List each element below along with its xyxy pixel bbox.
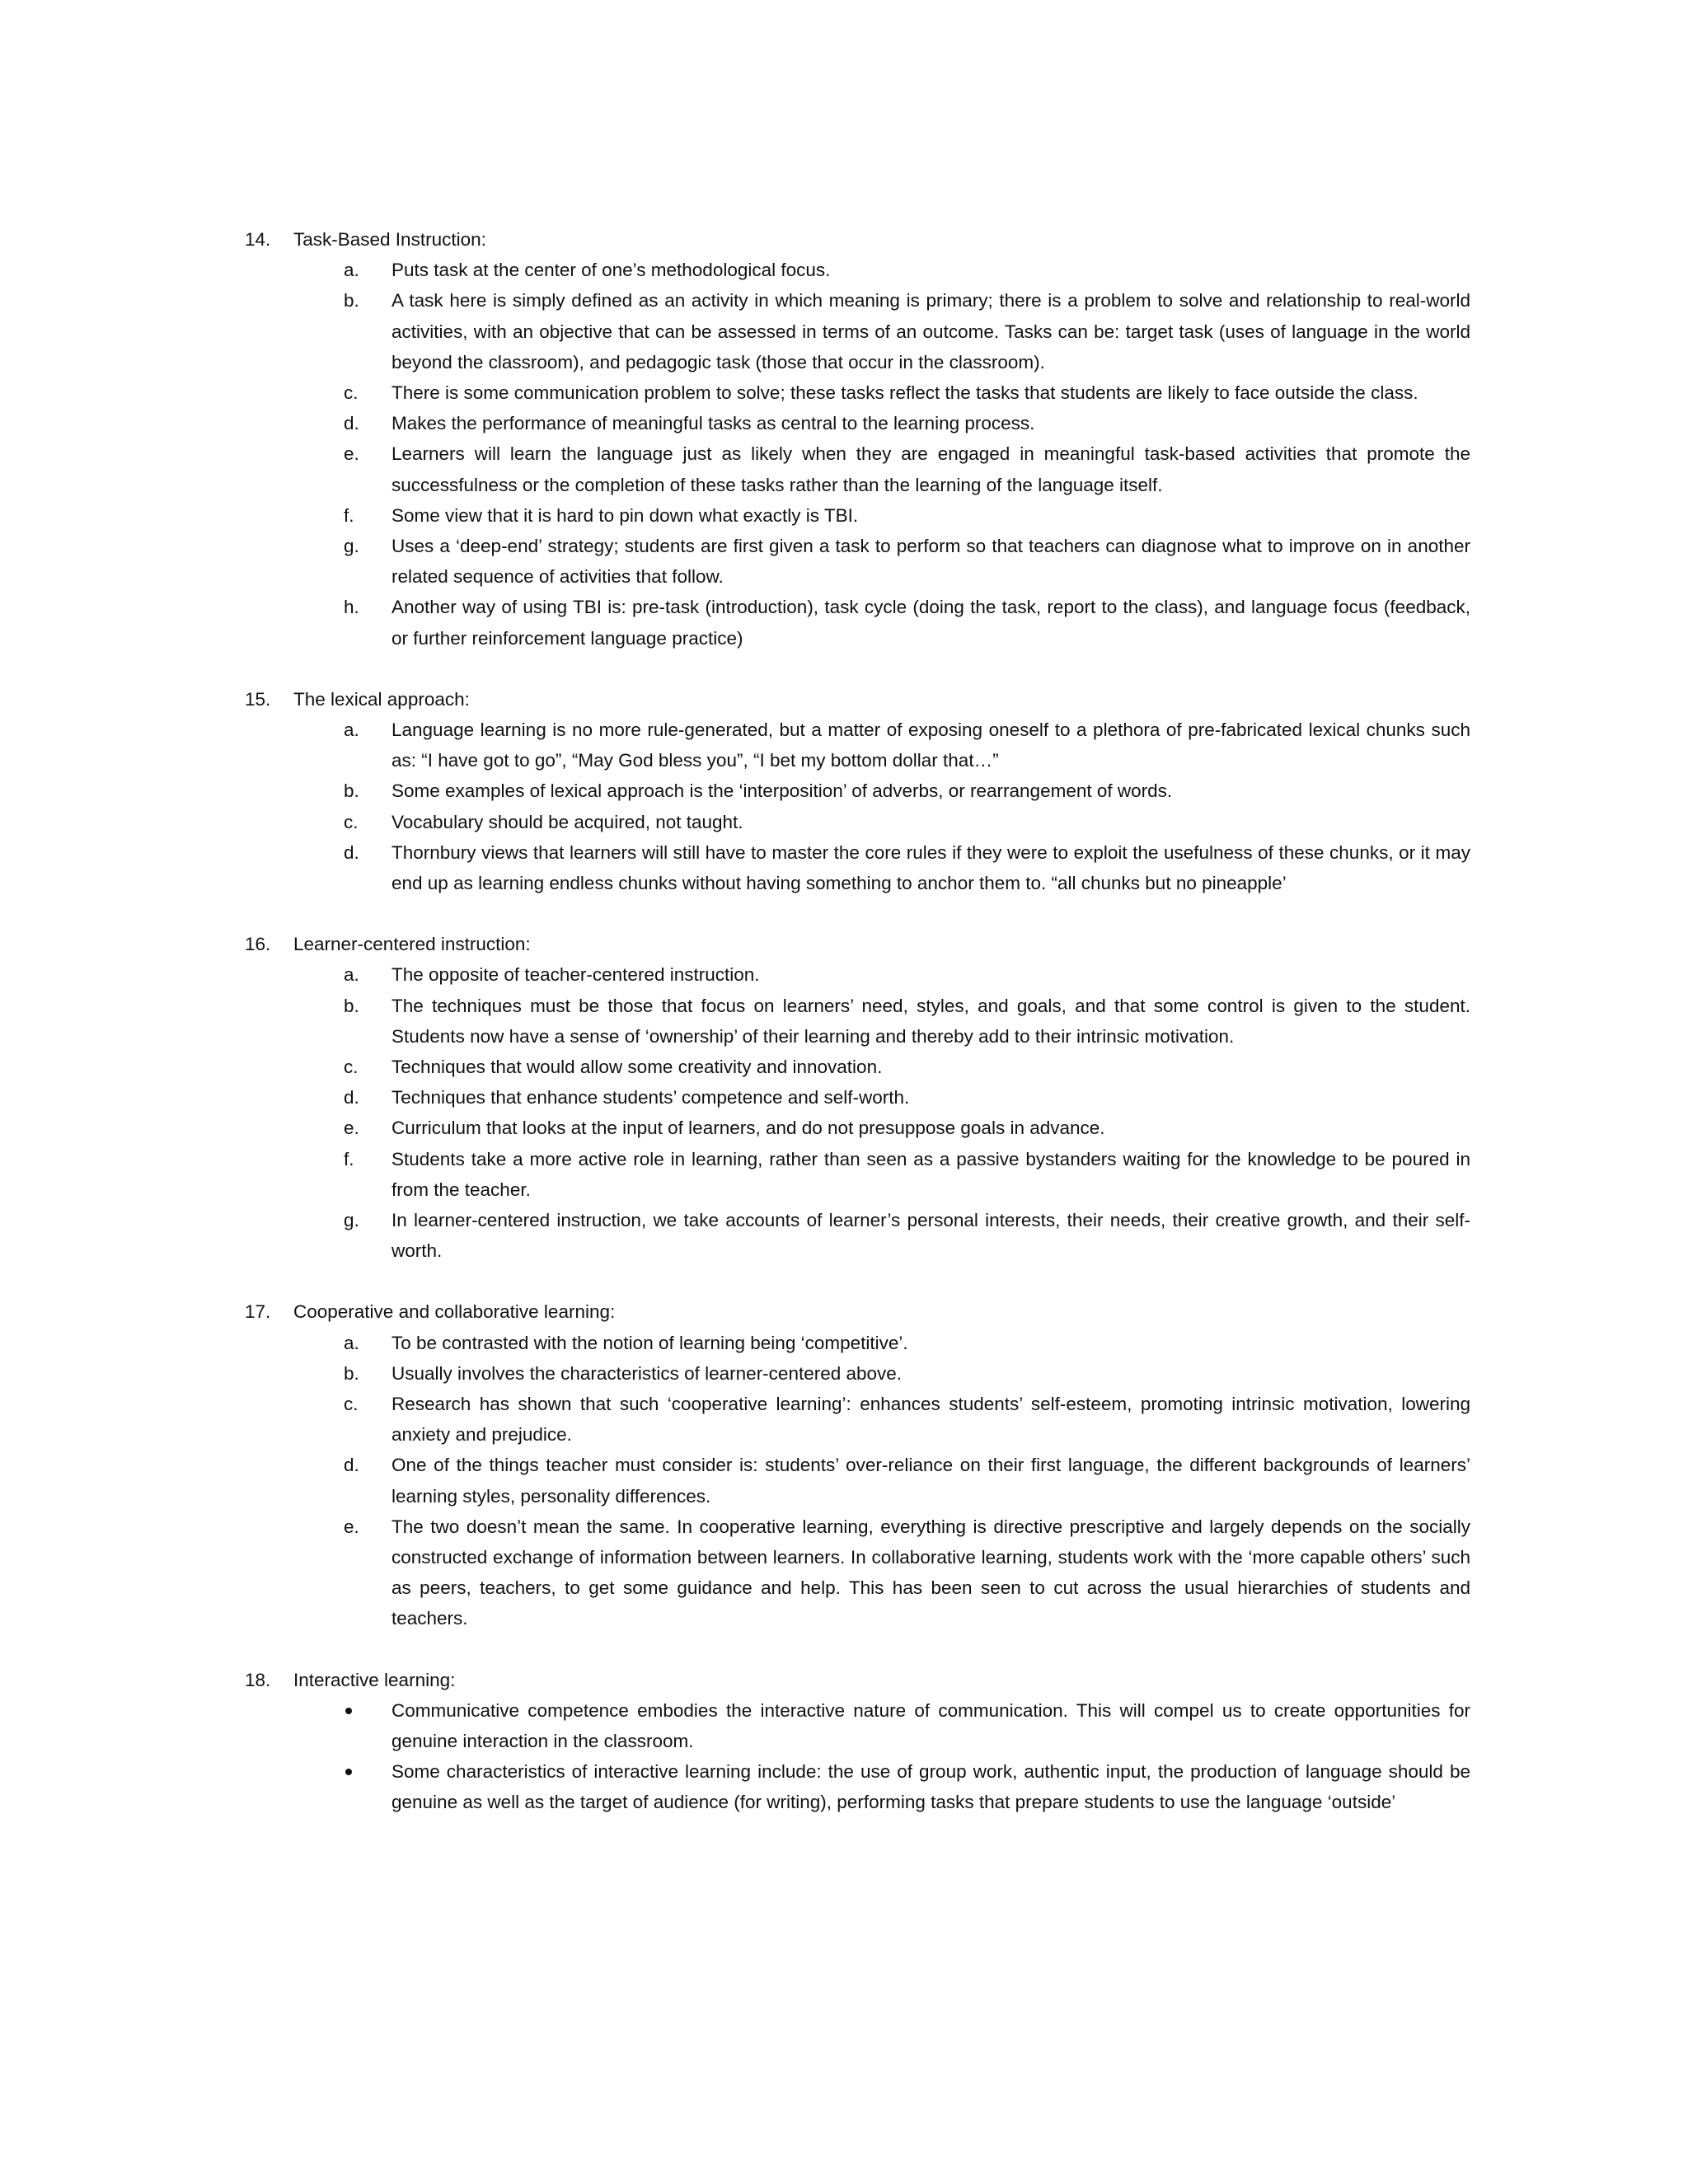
section-title: Learner-centered instruction: [293,934,531,955]
section-heading [245,684,1470,715]
item-marker: f. [344,1148,354,1169]
item-text: Usually involves the characteristics of learner-centered above. [392,1362,903,1384]
item-text: Techniques that enhance students’ competence and self-worth. [392,1087,910,1108]
list-item [245,1389,1470,1450]
item-marker: d. [344,841,359,863]
item-marker: e. [344,1118,359,1139]
list-item [245,1450,1470,1511]
list-item [245,1144,1470,1205]
item-text: Students take a more active role in learning, rather than seen as a passive bystanders waiting for the knowledge to be poured in from the teacher. [392,1148,1470,1200]
list-item [245,1082,1470,1113]
section-items [245,715,1470,898]
list-item [245,1052,1470,1082]
item-text: Vocabulary should be acquired, not taught. [392,811,743,832]
item-marker: d. [344,413,359,434]
section-heading [245,1296,1470,1327]
item-text: Makes the performance of meaningful tasks as central to the learning process. [392,413,1035,434]
list-item [245,1113,1470,1143]
item-marker: a. [344,964,359,986]
section-title: Interactive learning: [293,1669,456,1690]
section-heading [245,224,1470,255]
section-title: Task-Based Instruction: [293,229,486,250]
section-number: 17. [245,1301,271,1323]
section-lexical-approach [245,684,1470,898]
item-text: Learners will learn the language just as likely when they are engaged in meaningful task-based activities that promote the successfulness or the completion of these tasks rather than the learning of the language itself. [392,443,1470,495]
item-marker: g. [344,536,359,557]
item-text: Another way of using TBI is: pre-task (introduction), task cycle (doing the task, report to the class), and language focus (feedback, or further reinforcement language practice) [392,597,1470,649]
item-marker: a. [344,719,359,741]
item-text: Language learning is no more rule-generated, but a matter of exposing oneself to a plethora of pre-fabricated lexical chunks such as: “I have got to go”, “May God bless you”, “I bet my bottom dollar that…” [392,719,1470,771]
item-marker: b. [344,780,359,802]
list-item [245,1756,1470,1817]
list-item [245,592,1470,653]
section-title: Cooperative and collaborative learning: [293,1301,616,1323]
section-number: 15. [245,688,271,710]
list-item [245,1205,1470,1266]
section-heading [245,929,1470,959]
item-marker: f. [344,504,354,526]
list-item [245,531,1470,592]
item-marker: e. [344,443,359,465]
item-text: In learner-centered instruction, we take accounts of learner’s personal interests, their needs, their creative growth, and their self-worth. [392,1210,1470,1262]
list-item [245,500,1470,531]
item-text: There is some communication problem to solve; these tasks reflect the tasks that students are likely to face outside the class. [392,382,1418,403]
item-text: The techniques must be those that focus on learners’ need, styles, and goals, and that some control is given to the student. Students now have a sense of ‘ownership’ of their learning and thereby add to their intrinsic motivation. [392,995,1470,1047]
section-number: 18. [245,1669,271,1690]
list-item [245,991,1470,1052]
item-text: Communicative competence embodies the interactive nature of communication. This will compel us to create opportunities for genuine interaction in the classroom. [392,1699,1470,1752]
section-number: 16. [245,934,271,955]
item-marker: h. [344,597,359,618]
item-text: Uses a ‘deep-end’ strategy; students are first given a task to perform so that teachers can diagnose what to improve on in another related sequence of activities that follow. [392,536,1470,588]
list-item [245,1511,1470,1634]
item-marker: d. [344,1455,359,1476]
item-marker: g. [344,1210,359,1231]
list-item [245,1695,1470,1756]
item-text: Techniques that would allow some creativity and innovation. [392,1057,883,1078]
item-text: The opposite of teacher-centered instruction. [392,964,760,986]
item-text: Some view that it is hard to pin down what exactly is TBI. [392,504,859,526]
item-marker: b. [344,1362,359,1384]
bullet-icon [345,1708,352,1714]
item-marker: b. [344,290,359,312]
item-marker: c. [344,1057,359,1078]
section-task-based-instruction [245,224,1470,654]
list-item [245,408,1470,438]
section-items [245,1328,1470,1634]
list-item [245,715,1470,776]
list-item [245,285,1470,377]
list-item [245,807,1470,837]
section-items [245,1695,1470,1818]
item-text: Puts task at the center of one’s methodological focus. [392,260,831,281]
item-text: To be contrasted with the notion of learning being ‘competitive’. [392,1332,908,1353]
list-item [245,1328,1470,1358]
item-text: Research has shown that such ‘cooperative learning’: enhances students’ self-esteem, promoting intrinsic motivation, lowering anxiety and prejudice. [392,1394,1470,1446]
document-page [245,224,1470,1849]
item-marker: b. [344,995,359,1016]
list-item [245,438,1470,499]
list-item [245,255,1470,285]
section-items [245,959,1470,1266]
list-item [245,776,1470,806]
list-item [245,1358,1470,1389]
item-marker: a. [344,260,359,281]
item-marker: a. [344,1332,359,1353]
item-marker: c. [344,1394,359,1415]
section-learner-centered-instruction [245,929,1470,1266]
bullet-icon [345,1769,352,1775]
item-text: Some examples of lexical approach is the ‘interposition’ of adverbs, or rearrangement of words. [392,780,1173,802]
item-marker: c. [344,382,359,403]
section-heading [245,1665,1470,1695]
item-text: Curriculum that looks at the input of learners, and do not presuppose goals in advance. [392,1118,1105,1139]
section-title: The lexical approach: [293,688,470,710]
item-text: The two doesn’t mean the same. In cooperative learning, everything is directive prescriptive and largely depends on the socially constructed exchange of information between learners. In collaborative learning, students work with the ‘more capable others’ such as peers, teachers, to get some guidance and help. This has been seen to cut across the usual hierarchies of students and teachers. [392,1516,1470,1629]
item-text: A task here is simply defined as an activity in which meaning is primary; there is a problem to solve and relationship to real-world activities, with an objective that can be assessed in terms of an outcome. Tasks can be: target task (uses of language in the world beyond the classroom), and pedagogic task (those that occur in the classroom). [392,290,1470,373]
item-text: Thornbury views that learners will still have to master the core rules if they were to exploit the usefulness of these chunks, or it may end up as learning endless chunks without having something to anchor them to. “all chunks but no pineapple’ [392,841,1470,894]
item-marker: d. [344,1087,359,1108]
item-marker: e. [344,1516,359,1537]
section-interactive-learning [245,1665,1470,1818]
item-text: One of the things teacher must consider is: students’ over-reliance on their first language, the different backgrounds of learners’ learning styles, personality differences. [392,1455,1470,1507]
section-cooperative-collaborative-learning [245,1296,1470,1633]
item-marker: c. [344,811,359,832]
section-number: 14. [245,229,271,250]
list-item [245,837,1470,898]
section-items [245,255,1470,654]
list-item [245,959,1470,990]
list-item [245,377,1470,408]
item-text: Some characteristics of interactive learning include: the use of group work, authentic input, the production of language should be genuine as well as the target of audience (for writing), performing tasks that prepare students to use the language ‘outside’ [392,1761,1470,1813]
